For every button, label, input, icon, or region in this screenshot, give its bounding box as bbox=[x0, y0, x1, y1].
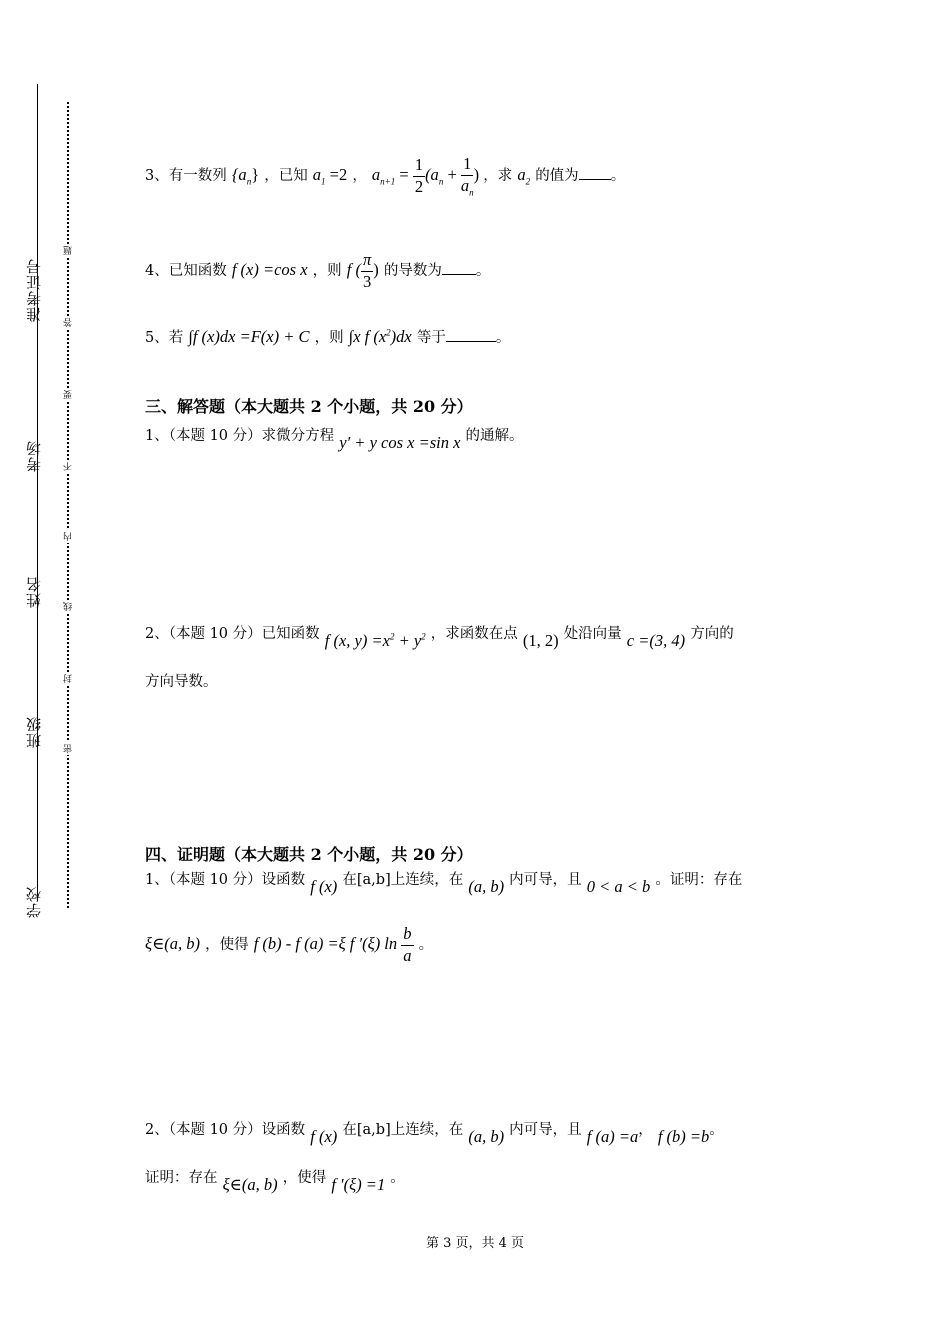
q3-end: 。 bbox=[610, 168, 626, 185]
q4-then: ，则 bbox=[312, 262, 342, 279]
s4p2-prove: 证明：存在 bbox=[145, 1170, 218, 1186]
s3p2-point: (1, 2) bbox=[522, 631, 559, 650]
section-4-problem-1 bbox=[145, 868, 743, 896]
s3p2-dir: 处沿向量 bbox=[563, 626, 622, 642]
s4p2-fa: f (a) =a bbox=[586, 1127, 639, 1146]
q4-eval: f ( $\frac{\pi}{3}$ ) bbox=[346, 250, 379, 291]
seal-char: 不 bbox=[64, 462, 74, 471]
s4p2-xi: ξ∈(a, b) bbox=[222, 1175, 278, 1194]
s4p2-line-2 bbox=[145, 1166, 405, 1194]
q3-ask: ，求 bbox=[483, 168, 513, 185]
s3p2-mid: ，求函数在点 bbox=[430, 626, 518, 642]
s3p1-tail: 的通解。 bbox=[465, 428, 524, 444]
q4-end: 。 bbox=[475, 262, 491, 279]
q4-number: 4、已知函数 bbox=[145, 262, 227, 279]
s3p2-vector: c =(3, 4) bbox=[626, 631, 686, 650]
s3p2-text: 2、（本题 10 分）已知函数 bbox=[145, 626, 320, 642]
s4p1-st: ，使得 bbox=[205, 936, 249, 953]
q3-comma: ， bbox=[352, 168, 367, 185]
s4p2-interval: (a, b) bbox=[468, 1127, 505, 1146]
s3p2-tail: 方向的 bbox=[690, 626, 734, 642]
name-label: 姓名 bbox=[25, 576, 43, 608]
margin-dotted-line bbox=[67, 102, 69, 908]
s4p1-condition: 0 < a < b bbox=[586, 877, 651, 896]
section-3-problem-2 bbox=[145, 622, 734, 650]
section-4-title: 四、证明题（本大题共 2 个小题，共 20 分） bbox=[145, 845, 473, 864]
s4p1-diff: 内可导，且 bbox=[509, 872, 582, 888]
q3-recurrence: $a_{n+1}$ = $\frac{1}{2}$ ($a_n$ + $\frac{1}{a_n}$ ) bbox=[371, 154, 480, 197]
s4p1-fx: f (x) bbox=[310, 877, 338, 896]
s4p1-prove: 。证明：存在 bbox=[655, 872, 743, 888]
s4p2-fx: f (x) bbox=[310, 1127, 338, 1146]
q3-answer-blank[interactable] bbox=[579, 179, 611, 180]
question-3 bbox=[145, 156, 625, 197]
q3-a1: $a_1 =2$ bbox=[312, 165, 348, 187]
s3p2-function: f (x, $y) =x^2 + y^2$ bbox=[324, 631, 426, 650]
q5-then: ，则 bbox=[314, 330, 344, 346]
s3p1-equation: y′ + y cos x =sin x bbox=[339, 433, 461, 452]
page-footer: 第 3 页，共 4 页 bbox=[425, 1236, 525, 1251]
s4p1-text: 1、（本题 10 分）设函数 bbox=[145, 872, 306, 888]
s4p1-xi: ξ∈(a, b) bbox=[145, 933, 201, 953]
s4p2-end2: 。 bbox=[390, 1170, 405, 1186]
question-4 bbox=[145, 252, 490, 290]
exam-room-label: 考场 bbox=[25, 440, 43, 472]
q5-integral-1: ∫f (x)dx =F(x) + C bbox=[188, 327, 310, 346]
section-4-problem-2 bbox=[145, 1118, 724, 1146]
class-label: 班级 bbox=[25, 716, 43, 748]
s4p2-diff: 内可导，且 bbox=[509, 1122, 582, 1138]
seal-char: 要 bbox=[64, 390, 74, 399]
s4p2-text: 2、（本题 10 分）设函数 bbox=[145, 1122, 306, 1138]
q4-tail: 的导数为 bbox=[383, 262, 442, 279]
section-3-title: 三、解答题（本大题共 2 个小题，共 20 分） bbox=[145, 397, 473, 416]
s3p2-line-2: 方向导数。 bbox=[145, 674, 218, 690]
s4p1-interval: (a, b) bbox=[468, 877, 505, 896]
seal-char: 密 bbox=[64, 744, 74, 753]
question-5 bbox=[145, 326, 510, 347]
q3-known: ，已知 bbox=[264, 168, 308, 185]
q5-integral-2: ∫x f $(x^2)dx$ bbox=[348, 327, 412, 346]
q5-number: 5、若 bbox=[145, 330, 184, 346]
s4p1-on: 在[a,b]上连续，在 bbox=[342, 872, 464, 888]
exam-id-label: 准考证号 bbox=[25, 258, 43, 322]
margin-solid-line bbox=[37, 84, 38, 894]
q4-function: f (x) =cos x bbox=[231, 259, 308, 279]
school-label: 学校 bbox=[25, 886, 43, 918]
s4p1-line-2 bbox=[145, 926, 433, 964]
q4-answer-blank[interactable] bbox=[442, 274, 476, 275]
seal-char: 封 bbox=[64, 674, 74, 683]
seal-char: 题 bbox=[64, 246, 74, 255]
q3-number: 3、有一数列 bbox=[145, 168, 227, 185]
s4p2-st: ，使得 bbox=[282, 1170, 327, 1186]
seal-char: 内 bbox=[64, 532, 74, 541]
s4p2-end1: 。 bbox=[709, 1122, 724, 1138]
q3-seq: $\{a_n\}$ bbox=[231, 165, 260, 187]
q5-end: 。 bbox=[495, 330, 511, 346]
s3p1-text: 1、（本题 10 分）求微分方程 bbox=[145, 428, 335, 444]
q5-tail: 等于 bbox=[416, 330, 446, 346]
s4p2-equation: f ′(ξ) =1 bbox=[331, 1175, 386, 1194]
q5-answer-blank[interactable] bbox=[446, 341, 496, 342]
section-3-problem-1 bbox=[145, 424, 524, 452]
s4p2-comma: ， bbox=[638, 1122, 653, 1138]
seal-char: 线 bbox=[64, 602, 74, 611]
s4p1-end: 。 bbox=[418, 936, 434, 953]
s4p2-fb: f (b) =b bbox=[657, 1127, 710, 1146]
q3-a2: $a_2$ bbox=[517, 165, 531, 187]
s4p2-on: 在[a,b]上连续，在 bbox=[342, 1122, 464, 1138]
seal-char: 答 bbox=[64, 318, 74, 327]
q3-tail: 的值为 bbox=[535, 168, 579, 185]
s4p1-equation: f (b) - f (a) =ξ f ′(ξ) ln $\frac{b}{a}$ bbox=[253, 924, 412, 965]
